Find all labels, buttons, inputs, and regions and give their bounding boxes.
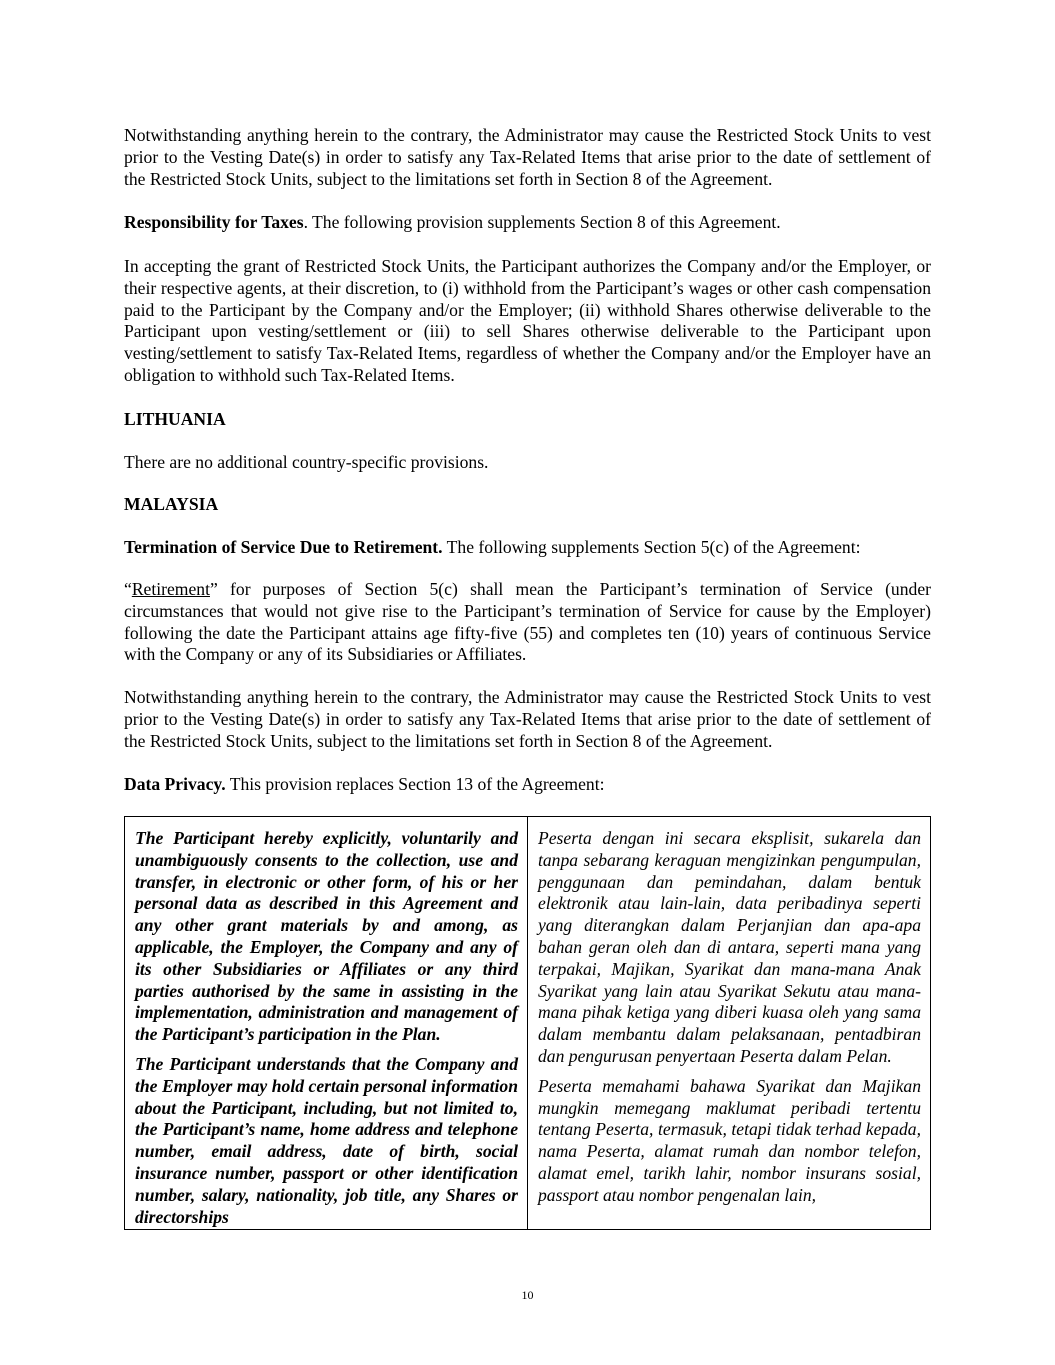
malay-personal-data-paragraph: Peserta memahami bahawa Syarikat dan Majikan mungkin memegang maklumat peribadi tertentu tentang Peserta, termasuk, tetapi tidak terhad kepada, nama Peserta, alamat rumah dan nombor telefon, alamat emel, tarikh lahir, nombor insurans sosial, passport atau nombor pengenalan lain,	[538, 1075, 921, 1205]
retirement-open-quote: “	[124, 579, 132, 599]
responsibility-for-taxes-text: . The following provision supplements Section 8 of this Agreement.	[303, 212, 781, 232]
responsibility-for-taxes-heading: Responsibility for Taxes	[124, 212, 304, 232]
retirement-definition-text: ” for purposes of Section 5(c) shall mean the Participant’s termination of Service (under circumstances that would not give rise to the Participant’s termination of Service for cause by the Employer) following the date the Participant attains age fifty-five (55) and completes ten (10) years of continuous Service with the Company or any of its Subsidiaries or Affiliates.	[124, 579, 931, 665]
data-privacy-heading: Data Privacy.	[124, 774, 226, 794]
heading-lithuania: LITHUANIA	[124, 409, 226, 429]
english-consent-paragraph: The Participant hereby explicitly, voluntarily and unambiguously consents to the collection, use and transfer, in electronic or other form, of his or her personal data as described in this Agreement and any other grant materials by and among, as applicable, the Employer, the Company and any of its other Subsidiaries or Affiliates or any third parties authorised by the same in assisting in the implementation, administration and management of the Participant’s participation in the Plan.	[135, 828, 518, 1045]
paragraph-retirement-definition	[124, 579, 931, 666]
malay-column	[528, 817, 930, 1229]
paragraph-lithuania-provisions: There are no additional country-specific provisions.	[124, 452, 489, 472]
english-personal-data-paragraph: The Participant understands that the Company and the Employer may hold certain personal information about the Participant, including, but not limited to, the Participant’s name, home address and telephone number, email address, date of birth, social insurance number, passport or other identification number, salary, nationality, job title, any Shares or directorships	[135, 1053, 518, 1227]
data-privacy-bilingual-table	[124, 816, 931, 1230]
retirement-defined-term: Retirement	[131, 579, 210, 599]
english-column	[125, 817, 528, 1229]
paragraph-responsibility-for-taxes	[124, 212, 931, 234]
paragraph-withholding-authorization: In accepting the grant of Restricted Stock Units, the Participant authorizes the Company and/or the Employer, or their respective agents, at their discretion, to (i) withhold from the Participant’s wages or other cash compensation paid to the Participant by the Company and/or the Employer; (ii) withhold Shares otherwise deliverable to the Participant upon vesting/settlement or (iii) to sell Shares otherwise deliverable to the Participant upon vesting/settlement to satisfy Tax-Related Items, regardless of whether the Company and/or the Employer have an obligation to withhold such Tax-Related Items.	[124, 256, 931, 385]
heading-malaysia: MALAYSIA	[124, 494, 219, 514]
termination-retirement-text: The following supplements Section 5(c) of the Agreement:	[442, 537, 861, 557]
paragraph-vesting-acceleration-1: Notwithstanding anything herein to the contrary, the Administrator may cause the Restricted Stock Units to vest prior to the Vesting Date(s) in order to satisfy any Tax-Related Items that arise prior to the date of settlement of the Restricted Stock Units, subject to the limitations set forth in Section 8 of the Agreement.	[124, 125, 931, 189]
page-number: 10	[521, 1288, 534, 1302]
paragraph-termination-retirement	[124, 537, 931, 559]
paragraph-vesting-acceleration-2: Notwithstanding anything herein to the contrary, the Administrator may cause the Restricted Stock Units to vest prior to the Vesting Date(s) in order to satisfy any Tax-Related Items that arise prior to the date of settlement of the Restricted Stock Units, subject to the limitations set forth in Section 8 of the Agreement.	[124, 687, 931, 751]
paragraph-data-privacy	[124, 774, 931, 796]
malay-consent-paragraph: Peserta dengan ini secara eksplisit, sukarela dan tanpa sebarang keraguan mengizinkan pengumpulan, penggunaan dan pemindahan, dalam bentuk elektronik atau lain-lain, data peribadinya seperti yang diterangkan dalam Perjanjian dan apa-apa bahan geran oleh dan di antara, seperti mana yang terpakai, Majikan, Syarikat dan mana-mana Anak Syarikat yang lain atau Syarikat Sekutu atau mana-mana pihak ketiga yang diberi kuasa oleh yang sama dalam membantu dalam pelaksanaan, pentadbiran dan pengurusan penyertaan Peserta dalam Pelan.	[538, 828, 921, 1066]
termination-retirement-heading: Termination of Service Due to Retirement.	[124, 537, 443, 557]
data-privacy-text: This provision replaces Section 13 of the Agreement:	[225, 774, 605, 794]
